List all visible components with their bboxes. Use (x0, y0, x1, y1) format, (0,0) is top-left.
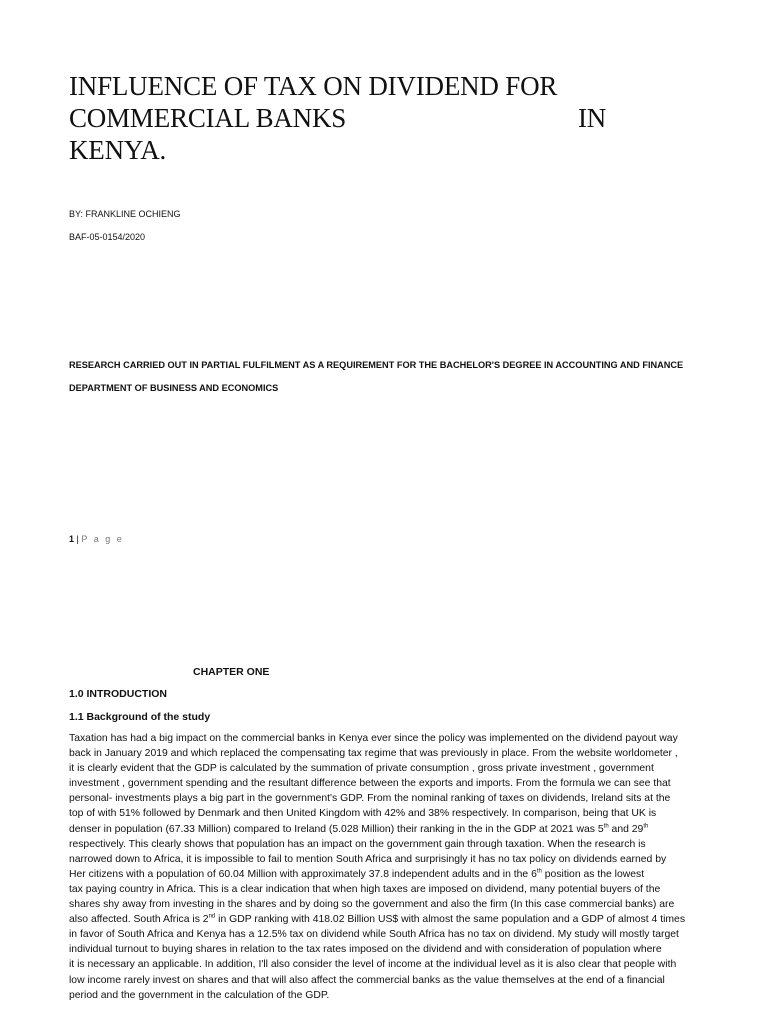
title-line-3: KENYA. (69, 135, 167, 165)
research-statement: RESEARCH CARRIED OUT IN PARTIAL FULFILMENT AS A REQUIREMENT FOR THE BACHELOR'S DEGREE IN ACCOUNTING AND FINANCE (69, 360, 684, 370)
body-line: top of with 51% followed by Denmark and then United Kingdom with 42% and 38% respectively. In comparison, being that UK is (69, 808, 657, 820)
body-line: Taxation has had a big impact on the commercial banks in Kenya ever since the policy was implemented on the dividend payout way (69, 733, 678, 744)
superscript: nd (208, 913, 216, 920)
body-line: back in January 2019 and which replaced the compensating tax regime that was previously in place. From the website worldometer , (69, 748, 678, 760)
body-line-text: denser in population (67.33 Million) compared to Ireland (5.028 Million) their ranking in the in the GDP at 2021 was 5 (69, 823, 604, 835)
title-line-2: COMMERCIAL BANKS (69, 103, 347, 133)
superscript: th (603, 823, 609, 830)
section-heading: 1.0 INTRODUCTION (69, 688, 168, 700)
department-name: DEPARTMENT OF BUSINESS AND ECONOMICS (69, 383, 279, 393)
body-line (69, 912, 701, 927)
page-label: P a g e (81, 534, 124, 544)
body-line (69, 822, 701, 837)
title-line-1: INFLUENCE OF TAX ON DIVIDEND FOR (69, 71, 558, 101)
body-line: investment , government spending and the resultant difference between the exports and imports. From the formula we can see that (69, 778, 671, 790)
superscript: th (536, 868, 542, 875)
body-line (69, 867, 701, 882)
body-line: it is necessary an applicable. In addition, I'll also consider the level of income at the individual level as it is also clear that people with (69, 959, 677, 971)
body-line: it is clearly evident that the GDP is calculated by the summation of private consumption , gross private investment , government (69, 763, 654, 775)
superscript: th (643, 823, 649, 830)
page-number: 1 (69, 534, 75, 544)
body-line-text: and 29 (608, 823, 644, 835)
body-line: individual turnout to buying shares in relation to the tax rates imposed on the dividend and with consideration of population where (69, 944, 662, 956)
body-line-text: position as the lowest (541, 868, 645, 880)
body-line: respectively. This clearly shows that population has an impact on the government gain through taxation. When the research is (69, 838, 646, 850)
body-line: shares shy away from investing in the shares and by doing so the government and also the firm (In this case commercial banks) are (69, 899, 675, 911)
body-line: tax paying country in Africa. This is a clear indication that when high taxes are imposed on dividend, many potential buyers of the (69, 883, 661, 895)
body-line: narrowed down to Africa, it is impossible to fail to mention South Africa and surprisingly it has no tax policy on dividends earned by (69, 853, 667, 865)
body-line: period and the government in the calculation of the GDP. (69, 989, 330, 1001)
page-separator: | (74, 534, 82, 544)
body-paragraph (69, 731, 701, 1003)
title-line-2-end: IN (578, 103, 607, 133)
body-line: low income rarely invest on shares and that will also affect the commercial banks as the value themselves at the end of a financial (69, 974, 665, 986)
author-line: BY: FRANKLINE OCHIENG (69, 209, 181, 219)
body-line-text: Her citizens with a population of 60.04 Million with approximately 37.8 independent adults and in the 6 (69, 868, 537, 880)
page-footer (69, 533, 124, 545)
body-line: in favor of South Africa and Kenya has a 12.5% tax on dividend while South Africa has no tax on dividend. My study will mostly target (69, 929, 679, 941)
registration-number: BAF-05-0154/2020 (69, 232, 146, 242)
subsection-heading: 1.1 Background of the study (69, 711, 211, 723)
body-line: personal- investments plays a big part in the government's GDP. From the nominal ranking of taxes on dividends, Ireland sits at the (69, 793, 671, 805)
document-title (69, 70, 629, 166)
chapter-title: CHAPTER ONE (193, 666, 270, 678)
body-line-text: also affected. South Africa is 2 (69, 914, 209, 926)
body-line-text: in GDP ranking with 418.02 Billion US$ with almost the same population and a GDP of almost 4 times (215, 914, 686, 926)
